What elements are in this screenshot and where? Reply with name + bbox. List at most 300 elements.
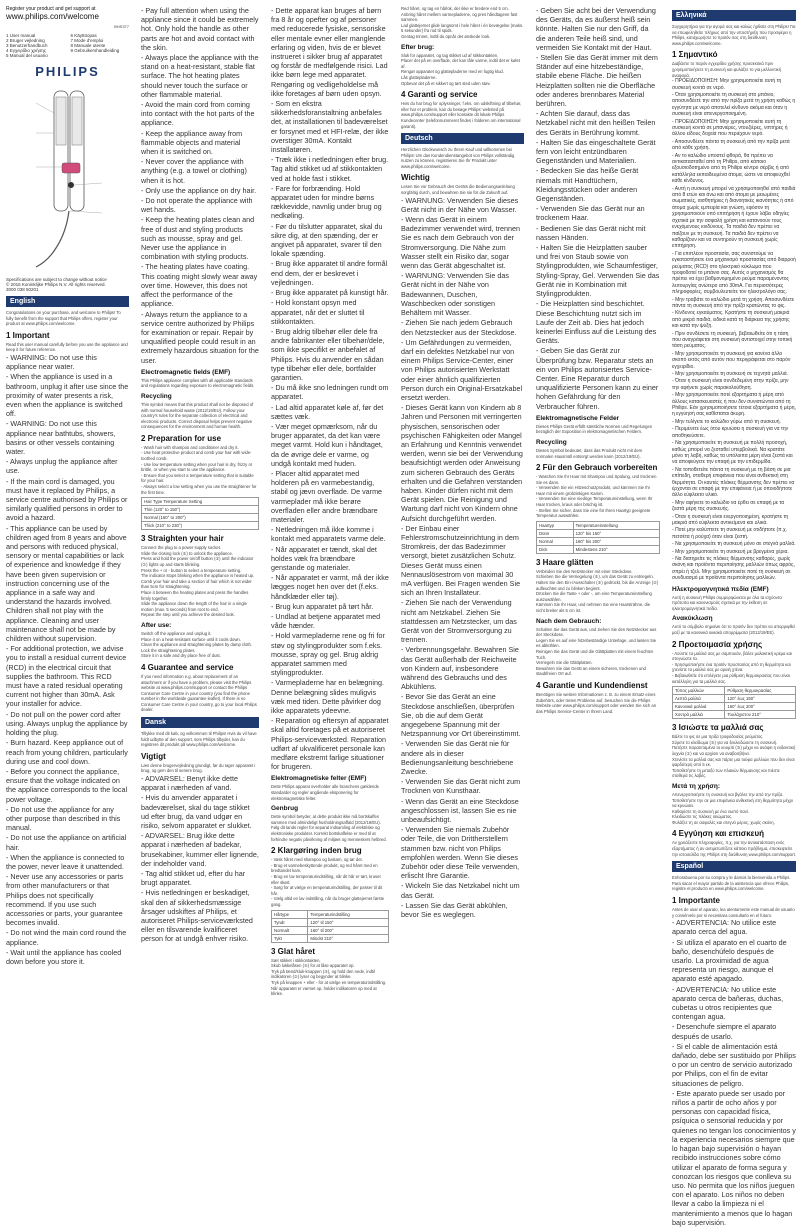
step-item: Bewahren Sie das Gerät an einem sicheren, trockenen und staubfreien Ort auf. (536, 665, 646, 677)
step-item: Lås glattepladerne. (401, 74, 437, 80)
warning-item: - If the main cord is damaged, you must have it replaced by Philips, a service centre authorised by Philips or similarly qualified persons in order to avoid a hazard. (6, 477, 129, 523)
warning-item: - Reparation og eftersyn af apparatet skal altid foretages på et autoriseret Philips-serviceværksted. Reparation udført af ukvalificeret personale kan medføre ekstremt farlige situationer for brugeren. (271, 716, 389, 771)
column-english-cont (135, 0, 265, 971)
greek-intro: Συγχαρητήρια για την αγορά σας και καλώς ήρθατε στη Philips! Για να επωφεληθείτε πλήρως από την υποστήριξη που προσφέρει η Philips, καταχωρήστε το προϊόν σας στη διεύθυνση www.philips.com/welcome. (672, 24, 796, 46)
english-emf-text: This Philips appliance complies with all applicable standards and regulations regarding exposure to electromagnetic fields. (141, 377, 255, 389)
spec-note (6, 277, 129, 292)
english-s4-title: 4 Guarantee and service (141, 662, 234, 672)
warning-item: - Μην τυλίγετε το καλώδιο γύρω από τη συσκευή. (672, 419, 796, 425)
step-item: Comb your hair and take a section of hair which is not wider than 5cm for straightening. (141, 578, 252, 590)
warning-item: - Geben Sie acht bei der Verwendung des Geräts, da es äußerst heiß sein könnte. Halten Sie nur den Griff, da die anderen Teile heiß sind, und vermeiden Sie Kontakt mit der Haut. (536, 6, 660, 52)
deutsch-after-title: Nach dem Gebrauch: (536, 617, 602, 625)
straightener-illustration (6, 83, 129, 273)
deutsch-wichtig-title: Wichtig (401, 173, 430, 183)
step-item: Lad glattejernet glide langsomt i hele håret i én bevægelse (maks. 5 sekunder) fra rod til spids. (401, 22, 524, 34)
warning-item: - Όταν η συσκευή είναι ενεργοποιημένη, κρατήστε τη μακριά από εύφλεκτα αντικείμενα και υλικά. (672, 514, 796, 527)
warning-item: - Αποσυνδέετε πάντα τη συσκευή από την πρίζα μετά από κάθε χρήση. (672, 139, 796, 152)
greek-recycling-title: Ανακύκλωση (672, 615, 713, 623)
table-cell: Thick (210° to 230°) (142, 522, 259, 530)
warning-item: - Μην τραβάτε το καλώδιο μετά τη χρήση. Αποσυνδέετε πάντα τη συσκευή από την πρίζα κρατώντας το φις. (672, 297, 796, 310)
table-cell: 160° έως 200° (725, 703, 796, 711)
warning-item: - WARNING: Do not use this appliance near water. (6, 353, 129, 371)
table-cell: 160° bis 200° (573, 537, 659, 545)
warning-item: - Always unplug the appliance after use. (6, 457, 129, 475)
english-s1-intro: Read this user manual carefully before you use the appliance and keep it for future reference. (6, 341, 128, 353)
dansk-s3-list (271, 958, 389, 997)
table-cell: Χοντρά μαλλιά (673, 711, 725, 719)
step-item: Gentag trinnet, indtil du opnår det ønskede look. (401, 33, 491, 39)
step-item: Χτενίστε τα μαλλιά σας και πάρτε μια τούφα μαλλιών που δεν είναι φαρδύτερη από 5 εκ. (672, 756, 795, 768)
dansk-vigtigt-intro: Læs denne brugervejledning grundigt, før du tager apparatet i brug, og gem den til senere brug. (141, 762, 256, 774)
warning-item: - Avoid the main cord from coming into contact with the hot parts of the appliance. (141, 100, 259, 128)
warning-item: - WARNUNG: Verwenden Sie dieses Gerät nicht in der Nähe von Wasser. (401, 196, 524, 214)
warning-item: - Wenn das Gerät in einem Badezimmer verwendet wird, trennen Sie es nach dem Gebrauch von der Stromversorgung. Die Nähe zum Wasser stellt ein Risiko dar, sogar wenn das Gerät abgeschaltet ist. (401, 215, 524, 270)
deutsch-intro: Herzlichen Glückwunsch zu Ihrem Kauf und willkommen bei Philips! Um das Kundendienstangebot von Philips vollständig nutzen zu können, registrieren Sie Ihr Produkt unter www.philips.com/welcome. (401, 147, 515, 169)
warning-item: - Verbrennungsgefahr. Bewahren Sie das Gerät außerhalb der Reichweite von Kindern auf, insbesondere während des Gebrauchs und des Abkühlens. (401, 645, 524, 691)
column-greek-spanish (666, 0, 802, 1227)
step-item: - Verwenden Sie eine niedrige Temperatureinstellung, wenn Ihr Haar trocken, kraus oder brüchig ist. (536, 496, 660, 507)
warning-item: - Der Einbau einer Fehlerstromschutzeinrichtung in dem Stromkreis, der das Badezimmer versorgt, bietet zusätzlichen Schutz. Dieses Gerät muss einen Nennauslösestrom von maximal 30 mA verfügen. Bei Fragen wenden Sie sich an Ihren Installateur. (401, 524, 524, 598)
step-item: Schieben Sie die Verriegelung (⑤), um das Gerät zu entriegeln. (536, 574, 654, 580)
warning-item: - Keep the heating plates clean and free of dust and styling products such as mousse, spray and gel. Never use the appliance in combination with styling products. (141, 215, 259, 261)
warning-item: - Um Gefährdungen zu vermeiden, darf ein defektes Netzkabel nur von einem Philips Service-Center, einer von Philips autorisierten Werkstatt oder einer ähnlich qualifizierten Person durch ein Original-Ersatzkabel ersetzt werden. (401, 338, 524, 402)
greek-recycling-text: Αυτό το σύμβολο σημαίνει ότι το προϊόν δεν πρέπει να απορριφθεί μαζί με τα κανονικά οικιακά απορρίμματα (2012/19/ΕΕ). (672, 624, 795, 635)
warning-item: - Halten Sie die Heizplatten sauber und frei von Staub sowie von Stylingprodukten, wie Schaumfestiger, Styling-Spray, Gel. Verwenden Sie das Gerät nie in Kombination mit Stylingprodukten. (536, 243, 660, 298)
warning-item: - Når apparatet er tændt, skal det holdes væk fra brændbare genstande og materialer. (271, 545, 389, 573)
greek-emf-text: Αυτή η συσκευή Philips συμμορφώνεται με όλα τα ισχύοντα πρότυπα και κανονισμούς σχετικά με την έκθεση σε ηλεκτρομαγνητικά πεδία. (672, 594, 782, 611)
step-item: Τοποθετήστε τη μεταξύ των πλακών θέρμανσης και πιέστε σταθερά τις λαβές. (672, 767, 780, 779)
step-item: Placer det på en overflade, der kan tåle varme, indtil det er kølet af. (401, 58, 520, 69)
step-item: Schalten Sie das Gerät aus, und ziehen Sie den Netzstecker aus der Steckdose. (536, 626, 657, 638)
warning-item: - Bedecken Sie das heiße Gerät niemals mit Handtüchern, Kleidungsstücken oder anderen Gegenständen. (536, 166, 660, 203)
warning-item: - Lad altid apparatet køle af, før det sættes væk. (271, 403, 389, 421)
warning-item: - Varmepladerne har en belægning. Denne belægning slides muligvis væk med tiden. Dette påvirker dog ikke apparatets ydeevne. (271, 678, 389, 715)
deutsch-recycling-text: Dieses Symbol bedeutet, dass das Produkt nicht mit dem normalen Hausmüll entsorgt werden kann (2012/19/EU). (536, 447, 643, 459)
dansk-s3-cont (401, 6, 524, 40)
deutsch-s3-title: 3 Haare glätten (536, 557, 594, 567)
warning-item: - When the appliance is connected to the power, never leave it unattended. (6, 853, 129, 871)
warning-item: - Αν το καλώδιο υποστεί φθορά, θα πρέπει να αντικατασταθεί από τη Philips, από κάποιο εξουσιοδοτημένο από τη Philips κέντρο σέρβις ή από κατάλληλα εκπαιδευμένα άτομα, ώστε να αποφευχθεί κάθε κίνδυνος. (672, 153, 796, 185)
step-item: Opbevar det på et sikkert og tørt sted uden støv. (401, 80, 491, 86)
deutsch-s4-title: 4 Garantie und Kundendienst (536, 680, 648, 690)
table-cell: Λεπτά μαλλιά (673, 695, 725, 703)
warning-item: - Halten Sie das eingeschaltete Gerät fern von leicht entzündbaren Gegenständen und Materialien. (536, 138, 660, 166)
column-dansk (265, 0, 395, 997)
table-header: Ρύθμιση θερμοκρασίας (725, 687, 796, 695)
greek-after-list (672, 792, 796, 826)
warning-item: - Netledningen må ikke komme i kontakt med apparatets varme dele. (271, 525, 389, 543)
index-right (71, 33, 130, 58)
deutsch-temp-table (536, 521, 660, 554)
step-item: Rengør apparatet og glattepladerne med en fugtig klud. (401, 69, 504, 75)
dansk-heading: Dansk (141, 717, 259, 728)
deutsch-s4-text: Benötigen Sie weitere Informationen z. B. zu einem Ersatz eines Zubehörs, oder treten Probleme auf, besuchen Sie die Philips Website unter www.philips.com/support oder wenden Sie sich an das Philips Service-Center in Ihrem Land. (536, 691, 657, 714)
step-item: Halten Sie den Ein-/Ausschalter (③) gedrückt, bis die Anzeige (②) aufleuchtet und zu blinken beginnt. (536, 580, 659, 591)
dansk-intro: Tillykke med dit køb, og velkommen til Philips! Hvis du vil have fuldt udbytte af den support, som Philips tilbyder, kan du registrere dit produkt på www.philips.com/welcome. (141, 731, 257, 748)
manual-language-index (6, 33, 129, 58)
step-item: Verbinden Sie den Netzstecker mit einer Steckdose. (536, 568, 633, 574)
warning-item: - Brug kun apparatet på tørt hår. (271, 602, 389, 611)
greek-s4-title: 4 Εγγύηση και επισκευή (672, 829, 765, 839)
model-number: BHS377 (114, 24, 129, 29)
greek-s3-list (672, 734, 796, 779)
warning-item: - Este aparato puede ser usado por niños a partir de ocho años y por personas con capacidad física, psíquica o sensorial reducida y por quienes no tengan los conocimientos y la experiencia necesarios siempre que lo hagan bajo supervisión o hayan recibido instrucciones sobre cómo utilizar el aparato de forma segura y conozcan los riesgos que conlleva su uso. No permita que los niños jueguen con el aparato. Los niños no deben llevar a cabo la limpieza ni el mantenimiento a menos que lo hagan bajo supervisión. (672, 1089, 796, 1227)
dansk-efter-title: Efter brug: (401, 43, 435, 51)
warning-item: - Placer altid apparatet med holderen på en varmebestandig, stabil og jævn overflade. De varme varmeplader må ikke berøre overfladen eller andre brændbare materialer. (271, 469, 389, 524)
step-item: Πατήστε παρατεταμένα το κουμπί (③) μέχρι να ανάψει η ενδεικτική λυχνία (②) και να αρχίσει να αναβοσβήνει. (672, 745, 796, 756)
step-item: - Waschen Sie Ihr Haar mit Shampoo und Spülung, und trocknen Sie es dann. (536, 474, 660, 485)
table-cell: 120° til 150° (308, 918, 389, 926)
column-deutsch-cont (530, 0, 666, 971)
warning-item: - Να διατηρείτε τις πλάκες θέρμανσης καθαρές, χωρίς σκόνη και προϊόντα περιποίησης μαλλιών όπως αφρός, σπρέι ή τζελ. Μην χρησιμοποιείτε ποτέ τη συσκευή σε συνδυασμό με προϊόντα περιποίησης μαλλιών. (672, 556, 796, 582)
step-item: Τοποθετήστε την σε μια επιφάνεια ανθεκτική στη θερμότητα μέχρι να κρυώσει. (672, 797, 793, 809)
greek-warnings-cont (672, 440, 796, 582)
espanol-intro: Enhorabuena por su compra y le damos la bienvenida a Philips. Para sacar el mayor partido de la asistencia que ofrece Philips, registre el producto en www.philips.com/welcome. (672, 875, 791, 892)
step-item: Red håret, og tag en hårlok, der ikke er bredere end 5 cm. (401, 6, 509, 11)
step-item: The indicator stops blinking when the appliance is heated up. (141, 573, 255, 579)
index-item: 1 User manual (6, 33, 36, 38)
warning-item: - Μην αφήνετε το καλώδιο να έρθει σε επαφή με τα ζεστά μέρη της συσκευής. (672, 500, 796, 513)
english-warnings (6, 353, 129, 966)
index-left (6, 33, 65, 58)
warning-item: - Μην χρησιμοποιείτε τη συσκευή με βρεγμένα χέρια. (672, 549, 796, 555)
warning-item: - Brug ikke apparatet på kunstigt hår. (271, 288, 389, 297)
dansk-temp-table (271, 910, 389, 943)
table-cell: Κανονικά μαλλιά (673, 703, 725, 711)
warning-item: - Always place the appliance with the stand on a heat-resistant, stable flat surface. The hot heating plates should never touch the surface or other flammable material. (141, 53, 259, 99)
greek-s2-list (672, 651, 796, 685)
greek-heading: Ελληνικά (672, 10, 796, 21)
deutsch-recycling-title: Recycling (536, 438, 567, 446)
dansk-genbrug-title: Genbrug (271, 805, 299, 813)
dansk-s2-title: 2 Klargøring inden brug (271, 846, 362, 856)
dansk-s4-text: Hvis du har brug for oplysninger, f.eks. om udskiftning af tilbehør, eller har et problem, kan du besøge Philips' websted på www.philips.com/support eller kontakte dit lokale Philips Kundecenter (telefonnummeret findes i folderen om international garanti). (401, 101, 522, 129)
greek-after-title: Μετά τη χρήση: (672, 782, 721, 790)
warning-item: - Να τοποθετείτε πάντα τη συσκευή με τη βάση σε μια επίπεδη, σταθερή επιφάνεια που είναι ανθεκτική στη θερμότητα. Οι καυτές πλάκες θέρμανσης δεν πρέπει να έρχονται σε επαφή με την επιφάνεια ή με οποιοδήποτε άλλο εύφλεκτο υλικό. (672, 467, 796, 499)
step-item: Switch off the appliance and unplug it. (141, 630, 212, 636)
step-item: Repeat the step until you achieve the desired look. (141, 612, 235, 618)
table-cell: Dick (537, 545, 574, 553)
english-s2-title: 2 Preparation for use (141, 433, 222, 443)
step-item: Καθαρίστε τη συσκευή με ένα νωπό πανί. (672, 808, 749, 814)
step-item: - Use heat protective product and comb your hair with wide-toothed comb. (141, 450, 259, 461)
table-header: Temperaturindstilling (308, 910, 389, 918)
step-item: Tryk på tænd/sluk-knappen (③), og hold den nede, indtil indikatoren (②) lyser og begynder at blinke. (271, 968, 375, 980)
espanol-heading: Español (672, 861, 796, 872)
deutsch-warnings-cont (536, 6, 660, 411)
dansk-vigtigt-title: Vigtigt (141, 751, 166, 761)
warning-item: - Verwenden Sie das Gerät nie für andere als in dieser Bedienungsanleitung beschriebene Zwecke. (401, 739, 524, 776)
warning-item: - ADVERTENCIA: No utilice este aparato cerca de bañeras, duchas, cubetas u otros recipientes que contengan agua. (672, 985, 796, 1022)
deutsch-s2-title: 2 Für den Gebrauch vorbereiten (536, 463, 658, 473)
step-item: Κλειδώστε τις πλάκες ισιώματος. (672, 814, 733, 820)
warning-item: - Να χρησιμοποιείτε τη συσκευή μόνο σε στεγνά μαλλιά. (672, 541, 796, 547)
warning-item: - Lassen Sie das Gerät abkühlen, bevor Sie es weglegen. (401, 901, 524, 919)
greek-emf-title: Ηλεκτρομαγνητικά πεδία (EMF) (672, 585, 769, 593)
dansk-s2-list (271, 857, 389, 907)
step-item: Press and hold the power on/off button (③) until the indicator (②) lights up and starts blinking. (141, 556, 254, 567)
warning-item: - Always return the appliance to a service centre authorized by Philips for examination or repair. Repair by unqualified people could result in an extremely hazardous situation for the user. (141, 310, 259, 365)
table-cell: 120° bis 150° (573, 529, 659, 537)
step-item: Φυλάξτε τη σε ασφαλές και στεγνό μέρος, χωρίς σκόνη. (672, 819, 775, 825)
warning-item: - Wait until the appliance has cooled down before you store it. (6, 948, 129, 966)
greek-temp-table (672, 686, 796, 719)
step-item: Skub lukkelåsen (⑤) for at låse apparatet op. (271, 963, 355, 969)
table-cell: Mindst 210° (308, 934, 389, 942)
index-item: 3 Benutzerhandbuch (6, 43, 48, 48)
english-temp-table (141, 497, 259, 530)
step-item: - Stellen Sie sicher, dass Sie eine für Ihren Haartyp geeignete Temperatur auswählen. (536, 508, 660, 519)
step-item: Sluk for apparatet, og tag stikket ud af stikkontakten. (401, 52, 499, 58)
warning-item: - Bevor Sie das Gerät an eine Steckdose anschließen, überprüfen Sie, ob die auf dem Gerät angegebene Spannung mit der Netzspannung vor Ort übereinstimmt. (401, 692, 524, 738)
warning-item: - Si utiliza el aparato en el cuarto de baño, desenchúfelo después de usarlo. La proximidad de agua representa un riesgo, aunque el aparato esté apagado. (672, 938, 796, 984)
step-item: - Ensure that you select a temperature setting that is suitable for your hair. (141, 473, 259, 484)
step-item: - Sørg for at vælge en temperaturindstilling, der passer til dit hår. (271, 885, 389, 896)
step-item: Σύρετε το κλείδωμα (⑤) για να ξεκλειδώσετε τη συσκευή. (672, 739, 778, 745)
warning-item: - ADVARSEL: Benyt ikke dette apparat i nærheden af vand. (141, 774, 259, 792)
table-cell: Mindestens 210° (573, 545, 659, 553)
warning-item: - Μην χρησιμοποιείτε τη συσκευή σε τεχνητά μαλλιά. (672, 371, 796, 377)
step-item: - Βεβαιωθείτε ότι επιλέγετε μια ρύθμιση θερμοκρασίας που είναι κατάλληλη για τα μαλλιά σας. (672, 673, 796, 684)
step-item: - Vælg altid en lav indstilling, når du bruger glattejernet første gang. (271, 896, 389, 907)
step-item: - Χρησιμοποιήστε ένα προϊόν προστασίας από τη θερμότητα και χτενίστε τα μαλλιά σας με αραιή χτένα. (672, 662, 796, 673)
warning-item: - Brug ikke apparatet til andre formål end dem, der er beskrevet i vejledningen. (271, 259, 389, 287)
index-item: 9 Gebruikershandleiding (70, 48, 120, 53)
warning-item: - Never cover the appliance with anything (e.g. a towel or clothing) when it is hot. (141, 157, 259, 185)
column-cover-english (0, 0, 135, 971)
step-item: Store it in a safe and dry place free of dust. (141, 653, 221, 659)
step-item: Slide the closing lock (⑤) to unlock the appliance. (141, 550, 233, 556)
step-item: Lock the straightening plates. (141, 647, 196, 653)
warning-item: - Ziehen Sie nach der Verwendung nicht am Netzkabel. Ziehen Sie stattdessen am Netzstecker, um das Gerät von der Stromversorgung zu trennen. (401, 598, 524, 644)
step-item: - Brug et varmebeskyttende produkt, og red håret med en bredtandet kam. (271, 863, 389, 874)
warning-item: - WARNING: Do not use this appliance near bathtubs, showers, basins or other vessels containing water. (6, 419, 129, 456)
step-item: Kämmen Sie Ihr Haar, und nehmen Sie eine Haarsträhne, die nicht breiter als 5 cm ist. (536, 602, 651, 614)
warning-item: - Pay full attention when using the appliance since it could be extremely hot. Only hold the handle as other parts are hot and avoid contact with the skin. (141, 6, 259, 52)
table-header: Τύπος μαλλιών (673, 687, 725, 695)
warning-item: - Only use the appliance on dry hair. (141, 186, 259, 195)
english-heading: English (6, 296, 129, 307)
english-recycling-text: This symbol means that this product shall not be disposed of with normal household waste (2012/19/EU). Follow your country's rules for the separate collection of electrical and electronic products. Correct disposal helps prevent negative consequences for the environment and human health. (141, 401, 254, 430)
dansk-efter-list (401, 53, 524, 87)
step-item: Connect the plug to a power supply socket. (141, 545, 222, 551)
index-item: 6 Käyttöopas (70, 33, 97, 38)
table-header: Temperatureinstellung (573, 521, 659, 529)
dansk-emf-title: Elektromagnetiske felter (EMF) (271, 775, 367, 783)
step-item: Legen Sie es auf eine hitzebeständige Unterlage, und lassen Sie es abkühlen. (536, 637, 657, 649)
warning-item: - Wenn das Gerät an eine Steckdose angeschlossen ist, lassen Sie es nie unbeaufsichtigt. (401, 797, 524, 825)
table-cell: Dünn (537, 529, 574, 537)
warning-item: - Hold varmepladerne rene og fri for støv og stylingprodukter som f.eks. mousse, spray og gel. Brug aldrig apparatet sammen med stylingprodukter. (271, 631, 389, 677)
table-cell: Normal (537, 537, 574, 545)
step-item: Anbring håret mellem varmepladerne, og pres håndtagene fast sammen. (401, 11, 518, 23)
warning-item: - Når apparatet er varmt, må der ikke lægges noget hen over det (f.eks. håndklæder eller tøj). (271, 573, 389, 601)
step-item: Απενεργοποιήστε τη συσκευή και βγάλτε την από την πρίζα. (672, 791, 784, 797)
english-after-use-title: After use: (141, 621, 172, 629)
philips-logo: PHILIPS (35, 64, 100, 79)
deutsch-s2-list (536, 474, 660, 519)
warning-item: - Burn hazard. Keep appliance out of reach from young children, particularly during use and cool down. (6, 738, 129, 766)
warning-item: - Træk ikke i netledningen efter brug. Tag altid stikket ud af stikkontakten ved at holde fast i stikket. (271, 155, 389, 183)
document-number: 3000 038 50201 (6, 287, 39, 292)
table-header: Haartyp (537, 521, 574, 529)
index-item: 5 Manual del usuario (6, 53, 48, 58)
warning-item: - Περιμένετε έως ότου κρυώσει η συσκευή για να την αποθηκεύσετε. (672, 426, 796, 439)
warning-item: - Undlad at betjene apparatet med våde hænder. (271, 612, 389, 630)
step-item: Drücken Sie die Taste + oder -, um eine Temperatureinstellung auszuwählen. (536, 591, 652, 602)
step-item: Tryk på knappen + eller - for at vælge en temperaturindstilling. (271, 979, 387, 985)
warning-item: - Verwenden Sie das Gerät nur an trockenem Haar. (536, 204, 660, 222)
warning-item: - Do not pull on the power cord after using. Always unplug the appliance by holding the plug. (6, 710, 129, 738)
table-cell: 160° til 200° (308, 926, 389, 934)
hair-straightener-drawing (6, 83, 129, 273)
warning-item: - Πριν συνδέσετε τη συσκευή, βεβαιωθείτε ότι η τάση που αναγράφεται στη συσκευή αντιστοιχεί στην τοπική τάση ρεύματος. (672, 331, 796, 350)
espanol-s1-intro: Antes de usar el aparato, lea atentamente este manual de usuario y consérvelo por si necesitara consultarlo en el futuro. (672, 907, 795, 918)
warning-item: - Αυτή η συσκευή μπορεί να χρησιμοποιηθεί από παιδιά από 8 ετών και άνω και από άτομα με μειωμένες σωματικές, αισθητήριες ή διανοητικές ικανότητες ή από άτομα χωρίς εμπειρία και γνώση, εφόσον τη χρησιμοποιούν υπό επιτήρηση ή έχουν λάβει οδηγίες σχετικά με την ασφαλή χρήση και κατανοούν τους ενεχόμενους κινδύνους. Τα παιδιά δεν πρέπει να παίζουν με τη συσκευή. Τα παιδιά δεν πρέπει να καθαρίζουν και να συντηρούν τη συσκευή χωρίς επιτήρηση. (672, 186, 796, 250)
warning-item: - Achten Sie darauf, dass das Netzkabel nicht mit den heißen Teilen des Geräts in Berührung kommt. (536, 109, 660, 137)
warning-item: - Hvis du anvender apparatet i badeværelset, skal du tage stikket ud efter brug, da vand udgør en risiko, selvom apparatet er slukket. (141, 793, 259, 830)
deutsch-s3-list (536, 569, 660, 614)
warning-item: - The heating plates have coating. This coating might slowly wear away over time. However, this does not affect the performance of the appliance. (141, 262, 259, 308)
step-item: Reinigen Sie das Gerät und die Glättplatten mit einem feuchten Tuch. (536, 648, 654, 660)
deutsch-emf-title: Elektromagnetische Felder (536, 414, 620, 422)
english-intro: Congratulations on your purchase, and welcome to Philips! To fully benefit from the support that Philips offers, register your product at www.philips.com/welcome. (6, 310, 121, 327)
step-item: Press the + or - button to select a temperature setting. (141, 567, 242, 573)
step-item: Slide the appliance down the length of the hair in a single motion (max. 5 seconds) from root to end. (141, 601, 247, 612)
warning-item: - Fare for forbrænding. Hold apparatet uden for mindre børns rækkevidde, navnlig under brug og nedkøling. (271, 184, 389, 221)
english-s1-title: 1 Important (6, 330, 50, 340)
warning-item: - Hvis netledningen er beskadiget, skal den af sikkerhedsmæssige årsager udskiftes af Philips, et autoriseret Philips-serviceværksted eller en tilsvarende kvalificeret person for at undgå enhver risiko. (141, 888, 259, 943)
english-s3-list (141, 545, 259, 618)
warning-item: - This appliance can be used by children aged from 8 years and above and persons with reduced physical, sensory or mental capabilities or lack of experience and knowledge if they have been given supervision or instruction concerning use of the appliance in a safe way and understand the hazards involved. Children shall not play with the appliance. Cleaning and user maintenance shall not be made by children without supervision. (6, 524, 129, 644)
warning-item: - Όταν χρησιμοποιείτε τη συσκευή στο μπάνιο, αποσυνδέετέ την από την πρίζα μετά τη χρήση καθώς η εγγύτητα με νερό αποτελεί κίνδυνο ακόμα και όταν η συσκευή είναι απενεργοποιημένη. (672, 92, 796, 118)
warning-item: - Brug aldrig tilbehør eller dele fra andre fabrikanter eller tilbehør/dele, som ikke specifikt er anbefalet af Philips. Hvis du anvender en sådan type tilbehør eller dele, bortfalder garantien. (271, 327, 389, 382)
warning-item: - Dieses Gerät kann von Kindern ab 8 Jahren und Personen mit verringerten physischen, sensorischen oder psychischen Fähigkeiten oder Mangel an Erfahrung und Kenntnis verwendet werden, wenn sie bei der Verwendung beaufsichtigt werden oder Anweisung zum sicheren Gebrauch des Geräts erhalten und die Gefahren verstanden haben. Kinder dürfen nicht mit dem Gerät spielen. Die Reinigung und Wartung darf nicht von Kindern ohne Aufsicht durchgeführt werden. (401, 403, 524, 523)
step-item: Når apparatet er varmet op, holder indikatoren op med at blinke. (271, 985, 377, 997)
step-item: Clean the appliance and straightening plates by damp cloth. (141, 642, 253, 648)
warning-item: - Ziehen Sie nach jedem Gebrauch den Netzstecker aus der Steckdose. (401, 318, 524, 336)
warning-item: - Keep the appliance away from flammable objects and material when it is switched on. (141, 129, 259, 157)
spec-text: Specifications are subject to change without notice (6, 277, 107, 282)
warning-item: - Do not use the appliance for any other purpose than described in this manual. (6, 805, 129, 833)
dansk-emf-text: Dette Philips apparat overholder alle branchens gældende standarder og regler angående eksponering for elektromagnetiske felter. (271, 784, 380, 801)
warning-item: - Wickeln Sie das Netzkabel nicht um das Gerät. (401, 881, 524, 899)
english-warnings-cont (141, 6, 259, 365)
warning-item: - When the appliance is used in a bathroom, unplug it after use since the proximity of water presents a risk, even when the appliance is switched off. (6, 372, 129, 418)
dansk-warnings-cont (271, 6, 389, 771)
index-item: 4 Εγχειρίδιο χρήσης (6, 48, 47, 53)
step-item: Place it on a heat-resistant surface until it cools down. (141, 636, 241, 642)
warning-item: - Geben Sie das Gerät zur Überprüfung bzw. Reparatur stets an ein von Philips autorisiertes Service-Center. Eine Reparatur durch unqualifizierte Personen kann zu einer hohen Gefährdung für den Verbraucher führen. (536, 346, 660, 410)
warning-item: - Μην χρησιμοποιείτε ποτέ εξαρτήματα ή μέρη από άλλους κατασκευαστές ή που δεν συνιστώνται από τη Philips. Εάν χρησιμοποιήσετε τέτοια εξαρτήματα ή μέρη, η εγγύησή σας καθίσταται άκυρη. (672, 392, 796, 418)
deutsch-wichtig-intro: Lesen Sie vor Gebrauch des Geräts die Bedienungsanleitung sorgfältig durch, und bewahren Sie sie für die Zukunft auf. (401, 184, 515, 196)
index-item: 2 Bruger vejledning (6, 38, 45, 43)
warning-item: - Die Heizplatten sind beschichtet. Diese Beschichtung nutzt sich im Laufe der Zeit ab. Dies hat jedoch keinerlei Einfluss auf die Leistung des Geräts. (536, 299, 660, 345)
copyright-text: © 2016 Koninklijke Philips N.V. All rights reserved. (6, 282, 106, 287)
warning-item: - Μην χρησιμοποιείτε τη συσκευή για κανένα άλλο σκοπό εκτός από αυτόν που περιγράφεται στο παρόν εγχειρίδιο. (672, 351, 796, 370)
english-s4-text: If you need information e.g. about replacement of an attachment or if you have a problem, please visit the Philips website at www.philips.com/support or contact the Philips Consumer Care Centre in your country (you find the phone number in the worldwide guarantee leaflet). If there is no Consumer Care Centre in your country, go to your local Philips dealer. (141, 673, 257, 713)
warning-item: - Stellen Sie das Gerät immer mit dem Ständer auf eine hitzebeständige, stabile ebene Fläche. Die heißen Heizplatten sollten nie die Oberfläche oder anderes brennbares Material berühren. (536, 53, 660, 108)
warning-item: - Bedienen Sie das Gerät nicht mit nassen Händen. (536, 224, 660, 242)
warning-item: - Dette apparat kan bruges af børn fra 8 år og opefter og af personer med reducerede fysiske, sensoriske eller mentale evner eller manglende erfaring og viden, hvis de er blevet instrueret i sikker brug af apparatet og forstår de medfølgende risici. Lad ikke børn lege med apparatet. Rengøring og vedligeholdelse må ikke foretages af børn uden opsyn. (271, 6, 389, 98)
warning-item: - Før du tilslutter apparatet, skal du sikre dig, at den spænding, der er angivet på apparatet, svarer til den lokale spænding. (271, 222, 389, 259)
warning-item: - For additional protection, we advise you to install a residual current device (RCD) in the electrical circuit that supplies the bathroom. This RCD must have a rated residual operating current not higher than 30mA. Ask your installer for advice. (6, 644, 129, 708)
dansk-s3-title: 3 Glat håret (271, 946, 316, 956)
english-s3-title: 3 Straighten your hair (141, 534, 224, 544)
warning-item: - Do not operate the appliance with wet hands. (141, 196, 259, 214)
table-cell: Τουλάχιστον 210° (725, 711, 796, 719)
table-header: Hårtype (272, 910, 308, 918)
step-item: Sæt stikket i stikkontakten. (271, 957, 321, 963)
warning-item: - ΠΡΟΕΙΔΟΠΟΙΗΣΗ: Μην χρησιμοποιείτε αυτή τη συσκευή κοντά σε νερό. (672, 78, 796, 91)
warning-item: - Κίνδυνος εγκαύματος. Κρατήστε τη συσκευή μακριά από μικρά παιδιά, ειδικά κατά τη διάρκεια της χρήσης και κατά την ψύξη. (672, 310, 796, 329)
step-item: - Wash hair with shampoo and conditioner and dry it. (141, 445, 259, 451)
column-deutsch (395, 0, 530, 971)
warning-item: - Som en ekstra sikkerhedsforanstaltning anbefales det, at installationen til badeværelset er forsynet med et HFI-relæ, der ikke overstiger 30mA. Kontakt installatøren. (271, 99, 389, 154)
table-cell: Normalt (272, 926, 308, 934)
greek-s1-intro: Διαβάστε το παρόν εγχειρίδιο χρήσης προσεκτικά πριν χρησιμοποιήσετε τη συσκευή και φυλάξτε το για μελλοντική αναφορά. (672, 61, 782, 78)
deutsch-emf-text: Dieses Philips Gerät erfüllt sämtliche Normen und Regelungen bezüglich der Exposition in elektromagnetischen Feldern. (536, 423, 653, 435)
step-item: - Always select a low setting when you use the straightener for the first time. (141, 484, 259, 495)
step-item: - Verwenden Sie ein Hitzeschutzprodukt, und kämmen Sie Ihr Haar mit einem grobzinkigen Kamm. (536, 485, 660, 496)
warning-item: - Για επιπλέον προστασία, σας συνιστούμε να εγκαταστήσετε ένα μηχανισμό προστασίας από διαρροή ρεύματος (RCD) στο ηλεκτρικό κύκλωμα που τροφοδοτεί το μπάνιο σας. Αυτός ο μηχανισμός θα πρέπει να έχει βαθμονομημένο ρεύμα παραμένοντος λειτουργίας ανώτερο από 30mA. Για περισσότερες πληροφορίες, συμβουλευτείτε τον ηλεκτρολόγο σας. (672, 251, 796, 296)
warning-item: - Tag altid stikket ud, efter du har brugt apparatet. (141, 869, 259, 887)
english-recycling-title: Recycling (141, 392, 172, 400)
espanol-warnings (672, 918, 796, 1227)
deutsch-after-list (536, 627, 660, 677)
warning-item: - Do not wind the main cord round the appliance. (6, 928, 129, 946)
warning-item: - Ποτέ μην καλύπτετε τη συσκευή με οτιδήποτε (π.χ. πετσέτα ή ρούχα) όταν είναι ζεστή. (672, 527, 796, 540)
greek-s3-title: 3 Ισιώστε τα μαλλιά σας (672, 723, 764, 733)
warning-item: - Never use any accessories or parts from other manufacturers or that Philips does not specifically recommend. If you use such accessories or parts, your guarantee becomes invalid. (6, 872, 129, 927)
warning-item: - ADVERTENCIA: No utilice este aparato cerca del agua. (672, 918, 796, 936)
dansk-warnings (141, 774, 259, 944)
warning-item: - Desenchufe siempre el aparato después de usarlo. (672, 1022, 796, 1040)
warning-item: - Du må ikke sno ledningen rundt om apparatet. (271, 383, 389, 401)
greek-s1-title: 1 Σημαντικό (672, 50, 718, 60)
english-emf-title: Electromagnetic fields (EMF) (141, 368, 231, 376)
step-item: Place it between the heating plates and press the handles firmly together. (141, 589, 249, 601)
welcome-url[interactable]: www.philips.com/welcome (6, 12, 99, 21)
english-after-use (141, 631, 259, 659)
index-item: 7 Mode d'emploi (70, 38, 104, 43)
dansk-s4-title: 4 Garanti og service (401, 90, 478, 100)
greek-s4-text: Αν χρειάζεστε πληροφορίες, π.χ. για την αντικατάσταση ενός εξαρτήματος ή αν αντιμετωπίζετε κάποιο πρόβλημα, επισκεφτείτε την ιστοσελίδα της Philips στη διεύθυνση www.philips.com/support. (672, 840, 796, 857)
warning-item: - ΠΡΟΕΙΔΟΠΟΙΗΣΗ: Μην χρησιμοποιείτε αυτή τη συσκευή κοντά σε μπανιέρες, ντουζιέρες, νιπτήρες ή άλλου είδους δοχεία που περιέχουν νερό. (672, 119, 796, 138)
table-cell: 120° έως 150° (725, 695, 796, 703)
table-cell: Thin (120° to 150°) (142, 506, 259, 514)
index-item: 8 Manuale utente (70, 43, 106, 48)
warning-item: - ADVARSEL: Brug ikke dette apparat i nærheden af badekar, brusekabiner, kummer eller lignende, der indeholder vand. (141, 831, 259, 868)
warning-item: - Verwenden Sie das Gerät nicht zum Trocknen von Kunsthaar. (401, 777, 524, 795)
step-item: Verriegeln Sie die Glättplatten. (536, 660, 593, 666)
english-s2-list (141, 445, 259, 495)
warning-item: - Verwenden Sie niemals Zubehör oder Teile, die von Drittherstellern stammen bzw. nicht von Philips empfohlen werden. Wenn Sie dieses Zubehör oder diese Teile verwenden, erlischt Ihre Garantie. (401, 825, 524, 880)
table-cell: Normal (160° to 200°) (142, 514, 259, 522)
dansk-genbrug-text: Dette symbol betyder, at dette produkt ikke må bortskaffes sammen med almindeligt husholdningsaffald (2012/19/EU). Følg dit lands regler for separat indsamling af elektriske og elektroniske produkter. Korrekt bortskaffelse er med til at forhindre negativ påvirkning af miljøet og menneskers helbred. (271, 814, 387, 842)
warning-item: - Hold konstant opsyn med apparatet, når det er sluttet til stikkontakten. (271, 298, 389, 326)
warning-item: - Να χρησιμοποιείτε τη συσκευή με πολλή προσοχή, καθώς μπορεί να ζεσταθεί υπερβολικά. Να κρατάτε μόνο τη λαβή, καθώς τα υπόλοιπα μέρη είναι ζεστά και να αποφεύγετε την επαφή με την επιδερμίδα. (672, 440, 796, 466)
register-text: Register your product and get support at (6, 6, 96, 12)
step-item: - Use low temperature setting when your hair is dry, frizzy or brittle, or when you start to use the appliance. (141, 462, 259, 473)
warning-item: - Vær meget opmærksom, når du bruger apparatet, da det kan være meget varmt. Hold kun i håndtaget, da de øvrige dele er varme, og undgå kontakt med huden. (271, 422, 389, 468)
warning-item: - WARNUNG: Verwenden Sie das Gerät nicht in der Nähe von Badewannen, Duschen, Waschbecken oder sonstigen Behältern mit Wasser. (401, 271, 524, 317)
warning-item: - Si el cable de alimentación está dañado, debe ser sustituido por Philips o por un centro de servicio autorizado por Philips, con el fin de evitar situaciones de peligro. (672, 1042, 796, 1088)
deutsch-heading: Deutsch (401, 133, 524, 144)
warning-item: - Before you connect the appliance, ensure that the voltage indicated on the appliance corresponds to the local power voltage. (6, 767, 129, 804)
step-item: - Λούστε τα μαλλιά σας με σαμπουάν, βάλτε μαλακτική κρέμα και στεγνώστε τα. (672, 651, 796, 662)
espanol-s1-title: 1 Importante (672, 896, 721, 906)
